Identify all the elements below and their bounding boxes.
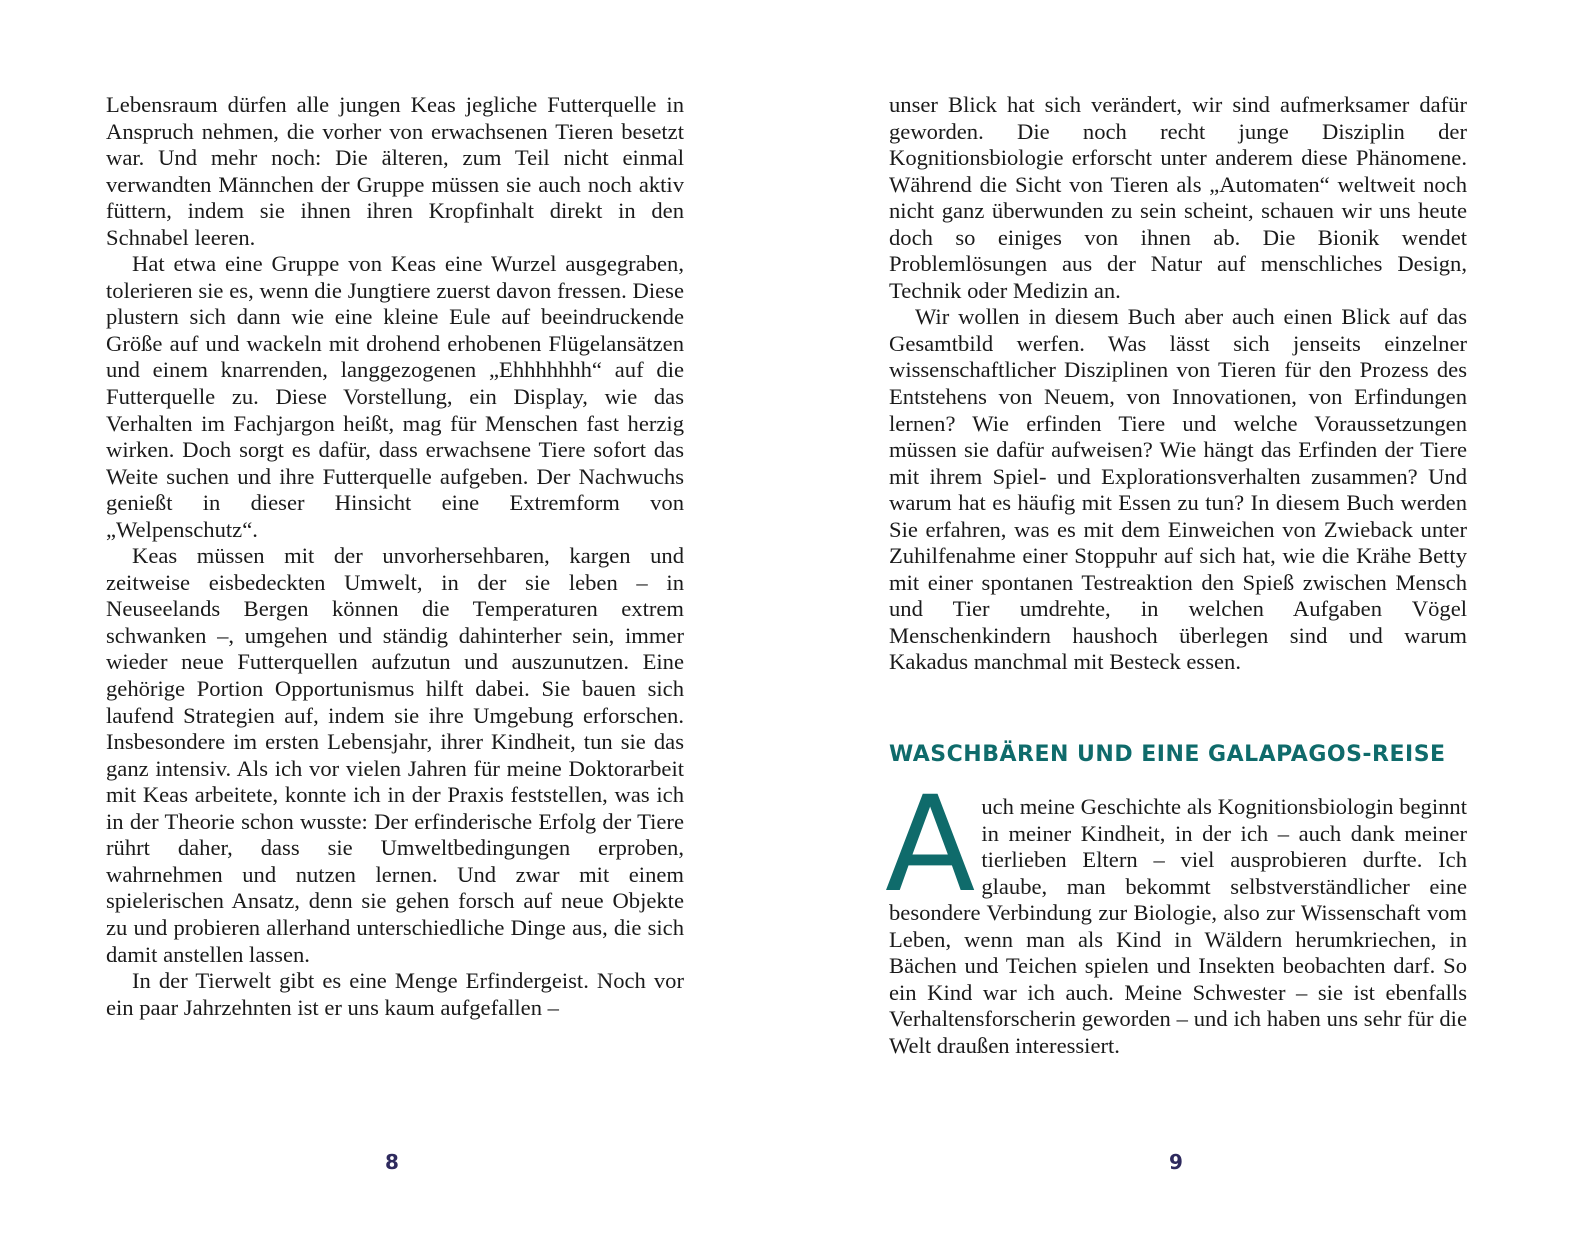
dropcap-letter: A [885,768,976,923]
left-page [0,0,797,1241]
body-paragraph: Lebensraum dürfen alle jungen Keas jegliche Futterquelle in Anspruch nehmen, die vorher von erwachsenen Tieren besetzt war. Und mehr noch: Die älteren, zum Teil nicht einmal verwandten Männchen der Gruppe müssen sie auch noch aktiv füttern, indem sie ihnen ihren Kropfinhalt direkt in den Schnabel leeren. [106,92,684,250]
body-paragraph: Keas müssen mit der unvorhersehbaren, kargen und zeitweise eisbedeckten Umwelt, in der sie leben – in Neuseelands Bergen können die Temperaturen extrem schwanken –, umgehen und ständig dahinterher sein, immer wieder neue Futterquellen aufzutun und auszunutzen. Eine gehörige Portion Opportunismus hilft dabei. Sie bauen sich laufend Strategien auf, indem sie ihre Umgebung erforschen. Insbesondere im ersten Lebensjahr, ihrer Kindheit, tun sie das ganz intensiv. Als ich vor vielen Jahren für meine Doktorarbeit mit Keas arbeitete, konnte ich in der Praxis feststellen, was ich in der Theorie schon wusste: Der erfinderische Erfolg der Tiere rührt daher, dass sie Umweltbedingungen erproben, wahrnehmen und nutzen lernen. Und zwar mit einem spielerischen Ansatz, denn sie gehen forsch auf neue Objekte zu und probieren allerhand unterschiedliche Dinge aus, die sich damit anstellen lassen. [106,543,684,967]
dropcap-paragraph-text: uch meine Geschichte als Kognitionsbiologin beginnt in meiner Kindheit, in der ich – auch dank meiner tierlieben Eltern – viel ausprobieren durfte. Ich glaube, man bekommt selbstverständlicher eine besondere Verbindung zur Biologie, also zur Wissenschaft vom Leben, wenn man als Kind in Wäldern herumkriechen, in Bächen und Teichen spielen und Insekten beobachten darf. So ein Kind war ich auch. Meine Schwester – sie ist ebenfalls Verhaltensforscherin geworden – und ich haben uns sehr für die Welt draußen interessiert. [889,794,1467,1058]
dropcap-paragraph [885,768,1467,1059]
body-paragraph: In der Tierwelt gibt es eine Menge Erfindergeist. Noch vor ein paar Jahrzehnten ist er uns kaum aufgefallen – [106,968,684,1020]
page-number-right: 9 [1169,1150,1183,1174]
body-paragraph: unser Blick hat sich verändert, wir sind aufmerksamer dafür geworden. Die noch recht junge Disziplin der Kognitionsbiologie erforscht unter anderem diese Phänomene. Während die Sicht von Tieren als „Automaten“ weltweit noch nicht ganz überwunden zu sein scheint, schauen wir uns heute doch so einiges von ihnen ab. Die Bionik wendet Problemlösungen aus der Natur auf menschliches Design, Technik oder Medizin an. [889,92,1467,303]
left-text-column [106,92,684,1021]
right-page [797,0,1595,1241]
body-paragraph: Hat etwa eine Gruppe von Keas eine Wurzel ausgegraben, tolerieren sie es, wenn die Jungtiere zuerst davon fressen. Diese plustern sich dann wie eine kleine Eule auf beeindruckende Größe auf und wackeln mit drohend erhobenen Flügelansätzen und einem knarrenden, langgezogenen „Ehhhhhhh“ auf die Futterquelle zu. Diese Vorstellung, ein Display, wie das Verhalten im Fachjargon heißt, mag für Menschen fast herzig wirken. Doch sorgt es dafür, dass erwachsene Tiere sofort das Weite suchen und ihre Futterquelle aufgeben. Der Nachwuchs genießt in dieser Hinsicht eine Extremform von „Welpenschutz“. [106,251,684,542]
page-number-left: 8 [385,1150,399,1174]
right-text-column [885,92,1467,1060]
body-paragraph: Wir wollen in diesem Buch aber auch einen Blick auf das Gesamtbild werfen. Was lässt sich jenseits einzelner wissenschaftlicher Disziplinen von Tieren für den Prozess des Entstehens von Neuem, von Innovationen, von Erfindungen lernen? Wie erfinden Tiere und welche Voraussetzungen müssen sie dafür aufweisen? Wie hängt das Erfinden der Tiere mit ihrem Spiel- und Explorationsverhalten zusammen? Und warum hat es häufig mit Essen zu tun? In diesem Buch werden Sie erfahren, was es mit dem Einweichen von Zwieback unter Zuhilfenahme einer Stoppuhr auf sich hat, wie die Krähe Betty mit einer spontanen Testreaktion den Spieß zwischen Mensch und Tier umdrehte, in welchen Aufgaben Vögel Menschenkindern haushoch überlegen sind und warum Kakadus manchmal mit Besteck essen. [889,304,1467,675]
section-heading: WASCHBÄREN UND EINE GALAPAGOS-REISE [889,742,1446,768]
